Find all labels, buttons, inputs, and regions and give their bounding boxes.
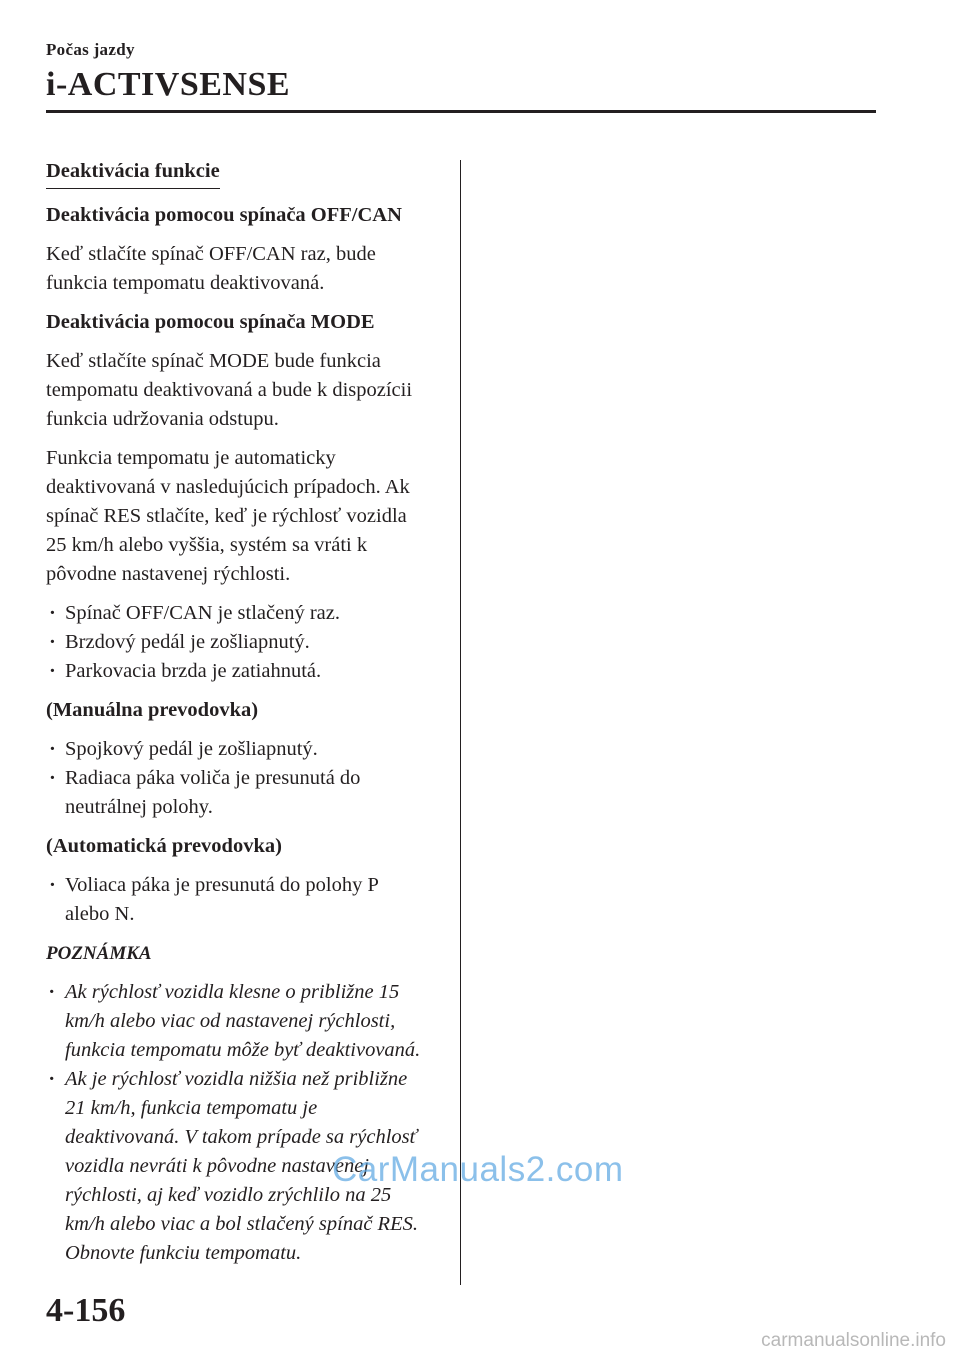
automatic-heading: (Automatická prevodovka) bbox=[46, 835, 282, 857]
list-item: · Ak rýchlosť vozidla klesne o približne 15 km/h alebo viac od nastavenej rýchlosti, funkcia tempomatu môže byť deaktivovaná. bbox=[46, 978, 426, 1065]
list-item: · Brzdový pedál je zošliapnutý. bbox=[46, 628, 426, 657]
column-divider bbox=[460, 160, 461, 1285]
watermark-link[interactable]: CarManuals2.com bbox=[332, 1150, 624, 1189]
header-divider bbox=[46, 110, 876, 113]
footer-watermark-link[interactable]: carmanualsonline.info bbox=[761, 1330, 946, 1351]
block1-heading: Deaktivácia pomocou spínača OFF/CAN bbox=[46, 204, 402, 226]
chapter-title: i-ACTIVSENSE bbox=[46, 66, 291, 103]
block1-text: Keď stlačíte spínač OFF/CAN raz, bude funkcia tempomatu deaktivovaná. bbox=[46, 243, 376, 294]
note-list bbox=[46, 978, 426, 1268]
list-item: · Ak je rýchlosť vozidla nižšia než približne 21 km/h, funkcia tempomatu je deaktivovaná. V takom prípade sa rýchlosť vozidla nevráti k pôvodne nastavenej rýchlosti, aj keď vozidlo zrýchlilo na 25 km/h alebo viac a bol stlačený spínač RES. Obnovte funkciu tempomatu. bbox=[46, 1065, 426, 1268]
list-item: · Voliaca páka je presunutá do polohy P alebo N. bbox=[46, 871, 426, 929]
main-column bbox=[46, 157, 426, 1278]
list-item: · Spojkový pedál je zošliapnutý. bbox=[46, 735, 426, 764]
note-heading: POZNÁMKA bbox=[46, 943, 152, 964]
list-item: · Parkovacia brzda je zatiahnutá. bbox=[46, 657, 426, 686]
list-item: · Spínač OFF/CAN je stlačený raz. bbox=[46, 599, 426, 628]
conditions-list bbox=[46, 599, 426, 686]
manual-heading: (Manuálna prevodovka) bbox=[46, 699, 259, 721]
page-number: 4-156 bbox=[46, 1292, 126, 1329]
section-label: Počas jazdy bbox=[46, 40, 135, 59]
list-item: · Radiaca páka voliča je presunutá do neutrálnej polohy. bbox=[46, 764, 426, 822]
manual-list bbox=[46, 735, 426, 822]
block2-text2: Funkcia tempomatu je automaticky deaktivovaná v nasledujúcich prípadoch. Ak spínač RES stlačíte, keď je rýchlosť vozidla 25 km/h alebo vyššia, systém sa vráti k pôvodne nastavenej rýchlosti. bbox=[46, 447, 410, 585]
block2-text: Keď stlačíte spínač MODE bude funkcia tempomatu deaktivovaná a bude k dispozícii funkcia udržovania odstupu. bbox=[46, 350, 413, 430]
block2-heading: Deaktivácia pomocou spínača MODE bbox=[46, 311, 375, 333]
automatic-list bbox=[46, 871, 426, 929]
subheading: Deaktivácia funkcie bbox=[46, 157, 220, 189]
page-header bbox=[46, 40, 290, 104]
